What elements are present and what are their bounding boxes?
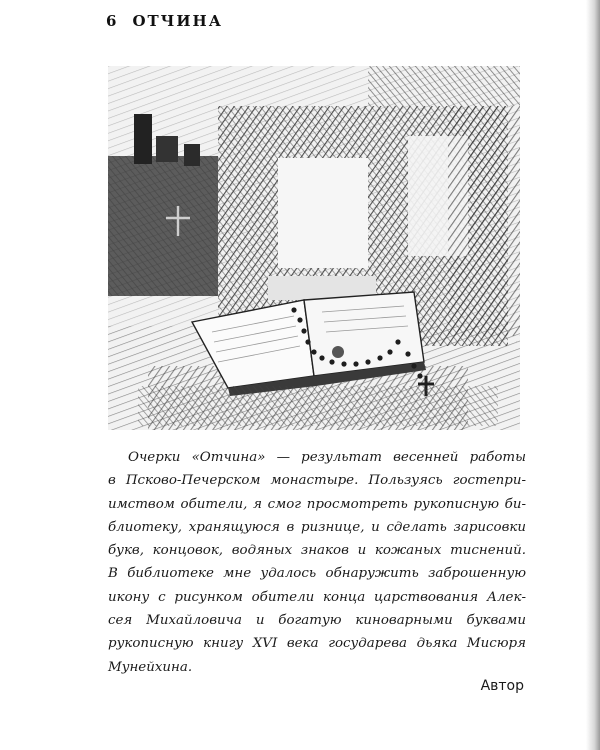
running-header — [106, 12, 223, 30]
page-number: 6 — [106, 12, 119, 30]
running-title: ОТЧИНА — [132, 12, 223, 30]
text-line: блиотеку, хранящуюся в ризнице, и сделать зарисовки — [108, 519, 526, 535]
text-line: икону с рисунком обители конца царствования Алек- — [108, 589, 526, 605]
text-line: Мунейхина. — [108, 659, 193, 675]
book-sketch-illustration — [108, 66, 520, 430]
text-line: в Псково-Печерском монастыре. Пользуясь гостепри- — [108, 473, 526, 489]
page-edge-shadow — [586, 0, 600, 750]
text-line: В библиотеке мне удалось обнаружить заброшенную — [108, 566, 526, 582]
text-line: рукописную книгу XVI века государева дьяка Мисюря — [108, 636, 526, 652]
text-line: имством обители, я смог просмотреть рукописную би- — [108, 496, 526, 512]
author-signature: Автор — [480, 678, 524, 694]
illustration — [108, 66, 520, 430]
text-line: Очерки «Отчина» — результат весенней работы — [128, 450, 526, 465]
text-line: букв, концовок, водяных знаков и кожаных тиснений. — [108, 543, 526, 559]
text-line: сея Михайловича и богатую киноварными буквами — [108, 613, 526, 629]
foreword-paragraph — [108, 446, 526, 679]
